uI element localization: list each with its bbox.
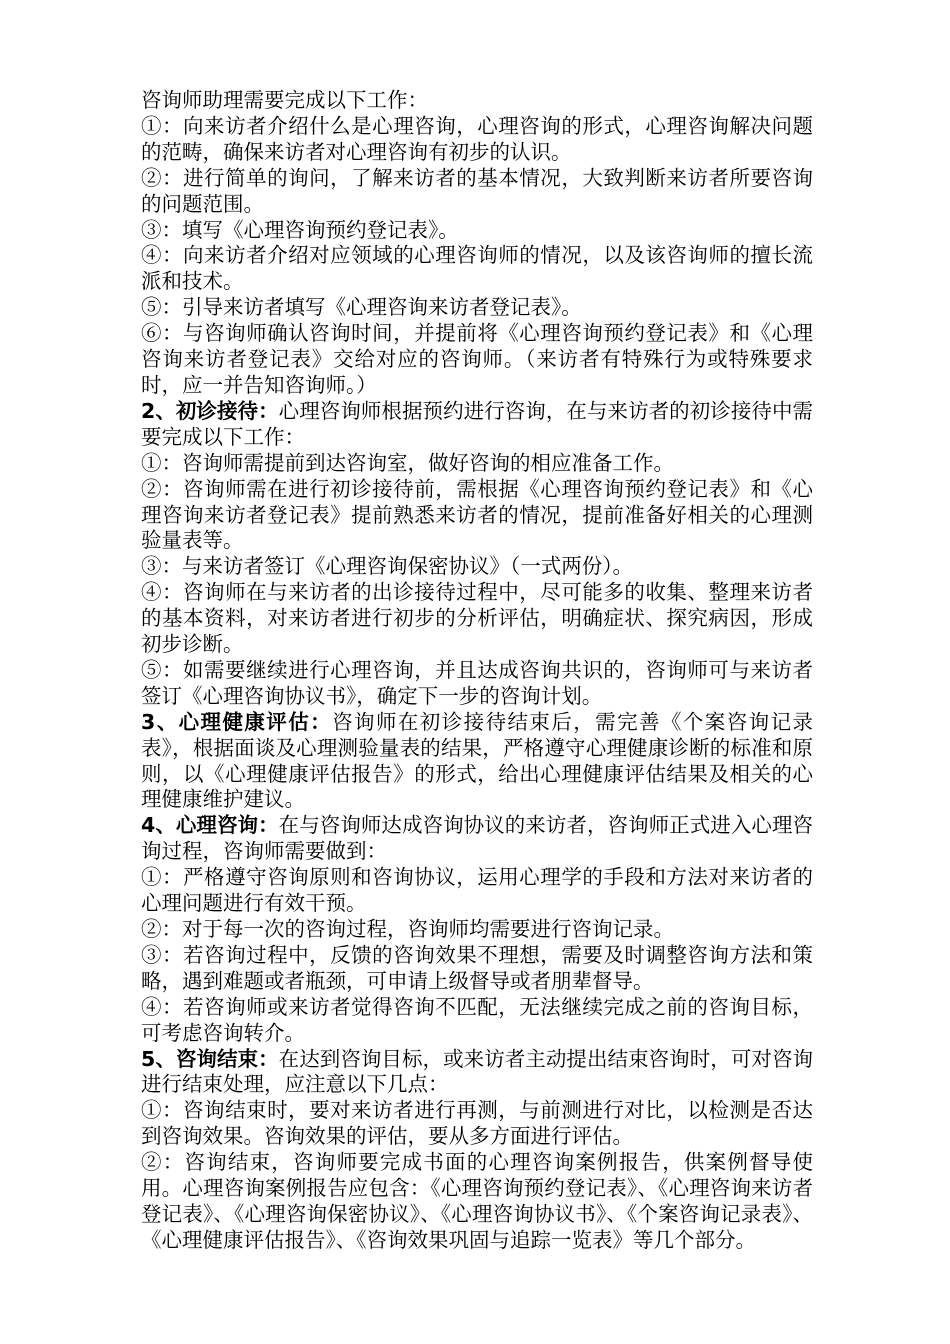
section-counseling: [141, 813, 813, 865]
section-initial-reception: [141, 399, 813, 451]
list-item: ④：咨询师在与来访者的出诊接待过程中，尽可能多的收集、整理来访者的基本资料，对来访者进行初步的分析评估，明确症状、探究病因，形成初步诊断。: [141, 580, 813, 657]
list-item: ①：咨询结束时，要对来访者进行再测，与前测进行对比，以检测是否达到咨询效果。咨询效果的评估，要从多方面进行评估。: [141, 1098, 813, 1149]
list-item: ①：咨询师需提前到达咨询室，做好咨询的相应准备工作。: [141, 450, 674, 475]
section-heading: 5、咨询结束：: [141, 1046, 279, 1071]
section-heading: 3、心理健康评估：: [141, 709, 333, 734]
list-item: ③：与来访者签订《心理咨询保密协议》（一式两份）。: [141, 554, 633, 579]
list-item: ③：填写《心理咨询预约登记表》。: [141, 217, 459, 242]
list-item: ②：对于每一次的咨询过程，咨询师均需要进行咨询记录。: [141, 917, 674, 941]
list-item: ②：咨询师需在进行初诊接待前，需根据《心理咨询预约登记表》和《心理咨询来访者登记表》提前熟悉来访者的情况，提前准备好相关的心理测验量表等。: [141, 476, 813, 553]
section-text: 心理咨询师根据预约进行咨询，在与来访者的初诊接待中需要完成以下工作：: [141, 398, 814, 449]
section-text: 咨询师在初诊接待结束后，需完善《个案咨询记录表》，根据面谈及心理测验量表的结果，严格遵守心理健康诊断的标准和原则，以《心理健康评估报告》的形式，给出心理健康评估结果及相关的心理健康维护建议。: [141, 709, 814, 812]
list-item: ⑤：如需要继续进行心理咨询，并且达成咨询共识的，咨询师可与来访者签订《心理咨询协议书》，确定下一步的咨询计划。: [141, 657, 813, 708]
section-text: 在与咨询师达成咨询协议的来访者，咨询师正式进入心理咨询过程，咨询师需要做到：: [141, 813, 814, 864]
section-text: 在达到咨询目标，或来访者主动提出结束咨询时，可对咨询进行结束处理，应注意以下几点：: [141, 1046, 814, 1097]
section-heading: 4、心理咨询：: [141, 813, 279, 838]
list-item: ③：若咨询过程中，反馈的咨询效果不理想，需要及时调整咨询方法和策略，遇到难题或者瓶颈，可申请上级督导或者朋辈督导。: [141, 942, 813, 993]
list-item: ①：严格遵守咨询原则和咨询协议，运用心理学的手段和方法对来访者的心理问题进行有效干预。: [141, 865, 813, 916]
list-item: ④：向来访者介绍对应领域的心理咨询师的情况，以及该咨询师的擅长流派和技术。: [141, 243, 813, 294]
section-counseling-end: [141, 1047, 813, 1099]
list-item: ⑥：与咨询师确认咨询时间，并提前将《心理咨询预约登记表》和《心理咨询来访者登记表》交给对应的咨询师。（来访者有特殊行为或特殊要求时，应一并告知咨询师。）: [141, 321, 813, 397]
list-item: ①：向来访者介绍什么是心理咨询，心理咨询的形式，心理咨询解决问题的范畴，确保来访者对心理咨询有初步的认识。: [141, 113, 813, 164]
intro-line: 咨询师助理需要完成以下工作：: [141, 88, 428, 112]
list-item: ②：进行简单的询问，了解来访者的基本情况，大致判断来访者所要咨询的问题范围。: [141, 165, 813, 216]
section-mental-health-assessment: [141, 710, 813, 814]
document-body: [141, 88, 813, 1254]
list-item: ④：若咨询师或来访者觉得咨询不匹配，无法继续完成之前的咨询目标，可考虑咨询转介。: [141, 994, 813, 1045]
list-item: ②：咨询结束，咨询师要完成书面的心理咨询案例报告，供案例督导使用。心理咨询案例报告应包含：《心理咨询预约登记表》、《心理咨询来访者登记表》、《心理咨询保密协议》、《心理咨询协议书》、《个案咨询记录表》、《心理健康评估报告》、《咨询效果巩固与追踪一览表》等几个部分。: [141, 1150, 813, 1252]
list-item: ⑤：引导来访者填写《心理咨询来访者登记表》。: [141, 295, 582, 320]
section-heading: 2、初诊接待：: [141, 398, 279, 423]
